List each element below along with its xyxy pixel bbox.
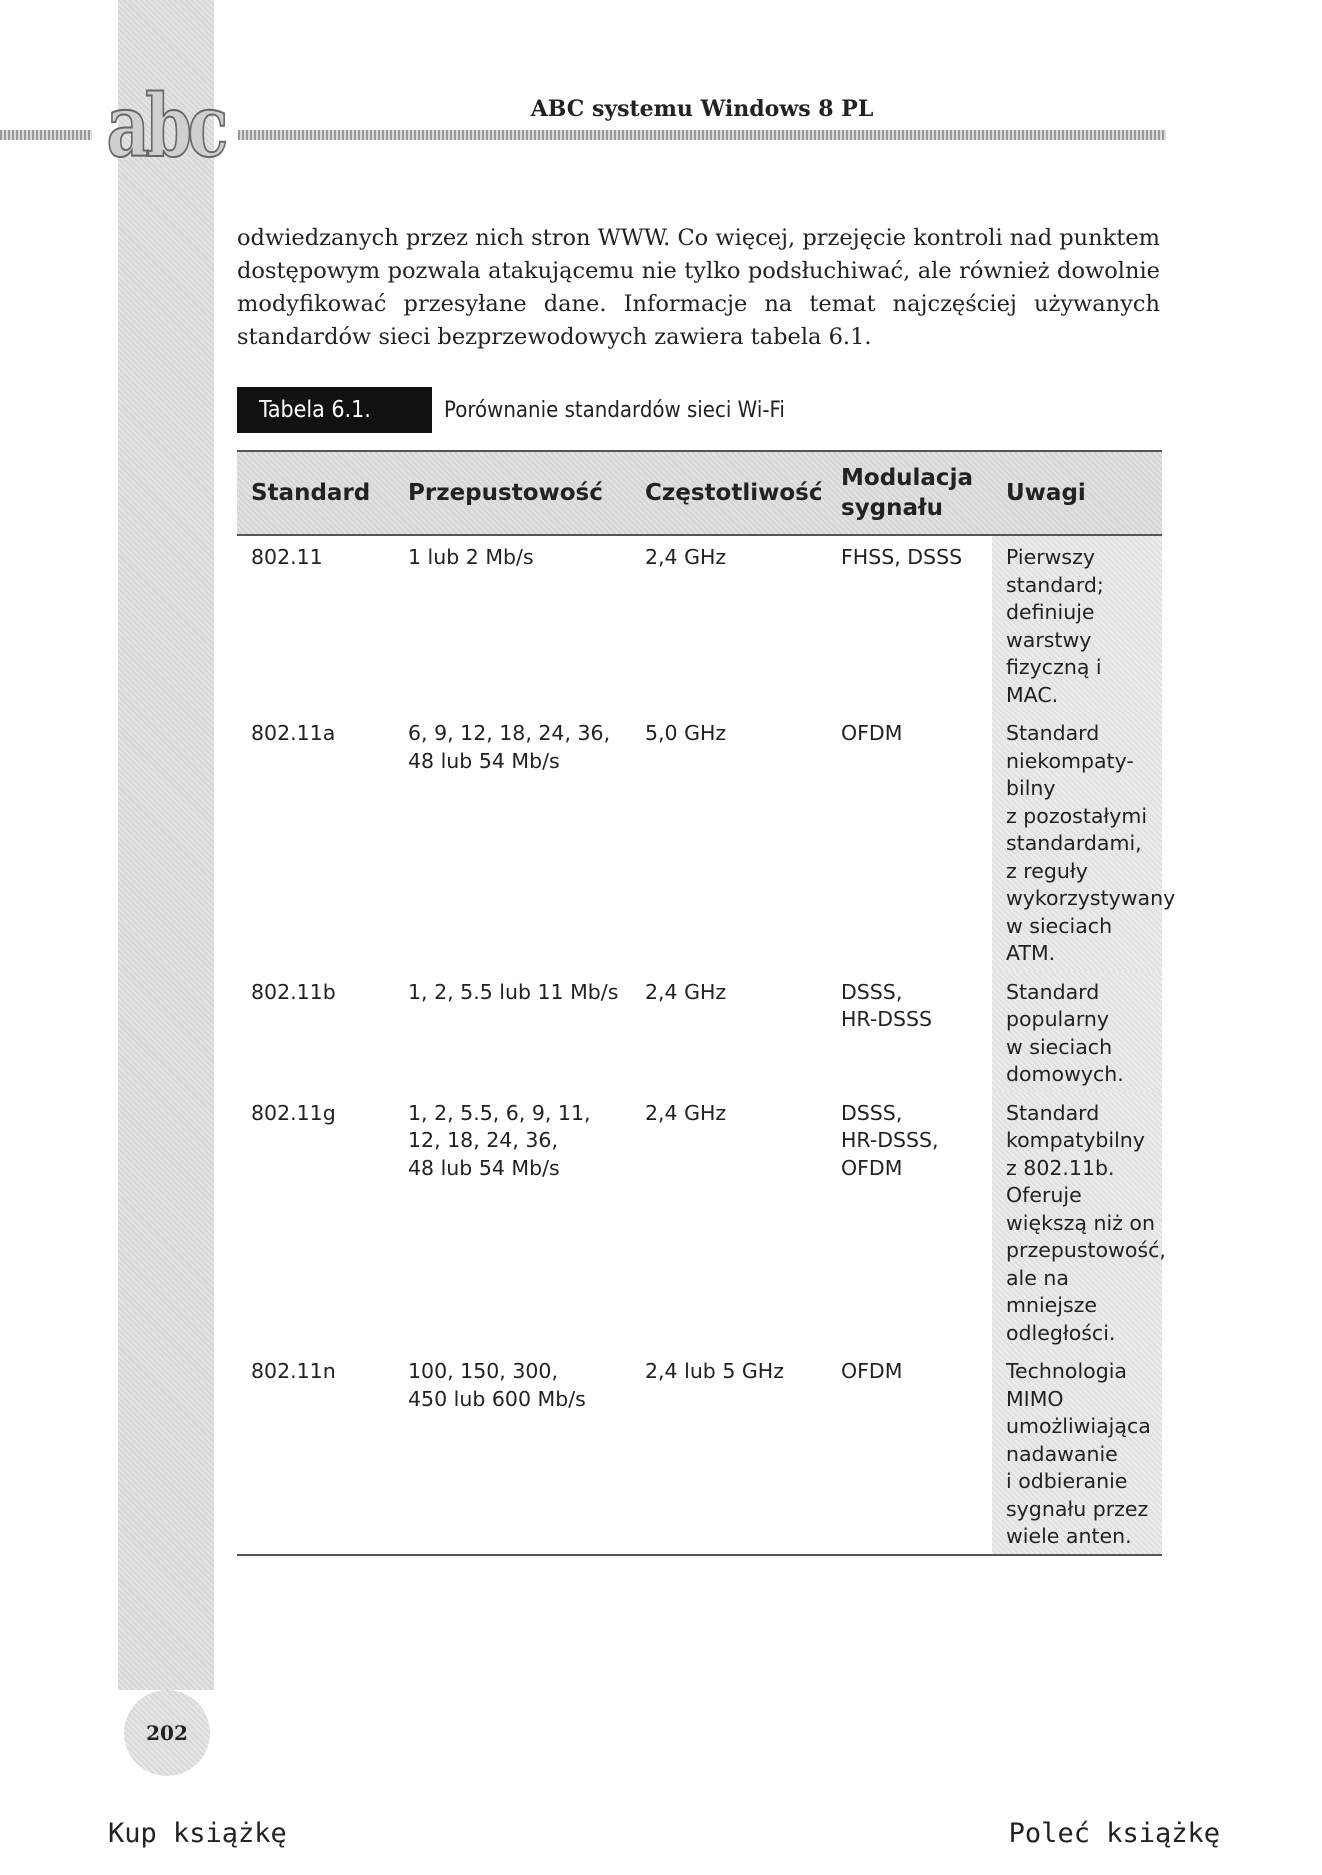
column-header-standard: Standard — [251, 480, 371, 506]
table-row — [237, 535, 1162, 712]
cell-przepustowosc: 1 lub 2 Mb/s — [408, 545, 534, 569]
cell-przepustowosc: 6, 9, 12, 18, 24, 36, 48 lub 54 Mb/s — [408, 721, 611, 773]
cell-czestotliwosc: 2,4 GHz — [645, 1100, 727, 1125]
cell-przepustowosc: 100, 150, 300, 450 lub 600 Mb/s — [408, 1359, 586, 1411]
recommend-book-link[interactable]: Poleć książkę — [1008, 1818, 1220, 1849]
cell-czestotliwosc: 2,4 GHz — [645, 545, 727, 569]
side-decoration-column — [118, 0, 214, 1690]
cell-modulacja: DSSS, HR-DSSS, OFDM — [841, 1100, 939, 1180]
cell-czestotliwosc: 5,0 GHz — [645, 721, 727, 745]
cell-czestotliwosc: 2,4 lub 5 GHz — [645, 1359, 784, 1383]
page-number-badge — [124, 1690, 210, 1776]
column-header-przepustowosc: Przepustowość — [408, 480, 603, 506]
table-header-row — [237, 451, 1162, 535]
cell-modulacja: OFDM — [841, 1359, 903, 1383]
body-paragraph: odwiedzanych przez nich stron WWW. Co więcej, przejęcie kontroli nad punktem dostępowym pozwala atakującemu nie tylko podsłuchiwać, ale również dowolnie modyfikować przesyłane dane. Informacje na temat najczęściej używanych standardów sieci bezprzewodowych zawiera tabela 6.1. — [237, 225, 1160, 350]
column-header-czestotliwosc: Częstotliwość — [645, 480, 823, 506]
cell-standard: 802.11n — [251, 1359, 336, 1383]
column-header-modulacja: Modulacja sygnału — [841, 465, 973, 521]
cell-standard: 802.11a — [251, 721, 336, 745]
cell-standard: 802.11b — [251, 979, 336, 1004]
cell-standard: 802.11 — [251, 545, 323, 569]
cell-modulacja: FHSS, DSSS — [841, 545, 963, 569]
cell-uwagi: Technologia MIMO umożliwiająca nadawanie i odbieranie sygnału przez wiele anten. — [992, 1350, 1162, 1555]
cell-modulacja: DSSS, HR-DSSS — [841, 979, 933, 1031]
header-rule-right — [238, 130, 1166, 140]
cell-uwagi: Pierwszy standard; definiuje warstwy fizyczną i MAC. — [992, 535, 1162, 712]
cell-uwagi: Standard niekompaty- bilny z pozostałymi standardami, z reguły wykorzystywany w sieciach ATM. — [992, 712, 1162, 971]
cell-przepustowosc: 1, 2, 5.5, 6, 9, 11, 12, 18, 24, 36, 48 lub 54 Mb/s — [408, 1100, 591, 1180]
table-row — [237, 712, 1162, 971]
table-row — [237, 1350, 1162, 1555]
abc-logo-text: abc — [106, 76, 224, 177]
buy-book-link[interactable]: Kup książkę — [108, 1818, 287, 1849]
cell-czestotliwosc: 2,4 GHz — [645, 979, 727, 1004]
cell-standard: 802.11g — [251, 1100, 336, 1125]
cell-uwagi: Standard popularny w sieciach domowych. — [992, 971, 1162, 1092]
table-caption-label: Tabela 6.1. — [237, 387, 432, 433]
table-row — [237, 971, 1162, 1092]
table-row — [237, 1092, 1162, 1351]
header-rule-left — [0, 130, 92, 140]
page-number: 202 — [146, 1721, 188, 1745]
column-header-uwagi: Uwagi — [1006, 480, 1086, 506]
abc-logo — [92, 76, 238, 177]
running-header-title: ABC systemu Windows 8 PL — [530, 96, 874, 122]
cell-uwagi: Standard kompatybilny z 802.11b. Oferuje większą niż on przepustowość, ale na mniejsze odległości. — [992, 1092, 1162, 1351]
cell-przepustowosc: 1, 2, 5.5 lub 11 Mb/s — [408, 979, 619, 1004]
cell-modulacja: OFDM — [841, 721, 903, 745]
table-caption — [237, 387, 1160, 433]
table-caption-title: Porównanie standardów sieci Wi-Fi — [444, 397, 785, 423]
wifi-standards-table — [237, 450, 1176, 1556]
